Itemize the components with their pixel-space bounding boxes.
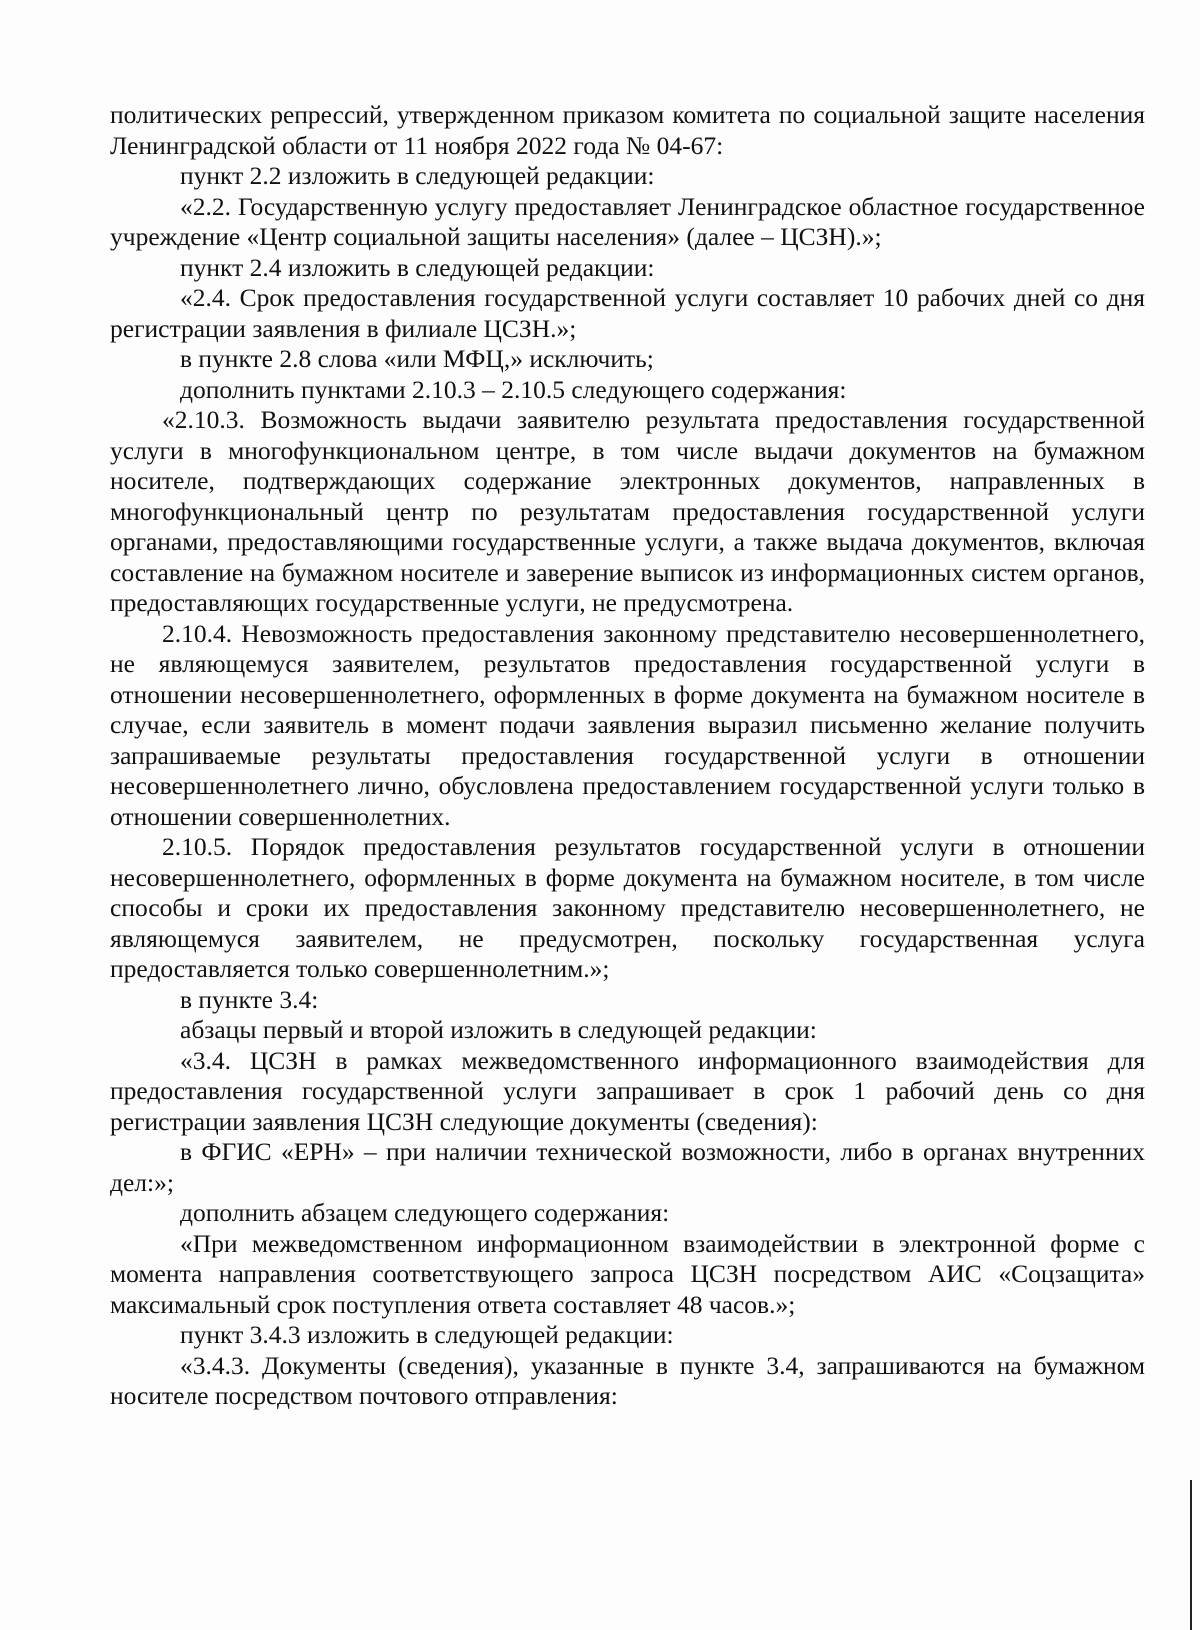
paragraph: «2.10.3. Возможность выдачи заявителю результата предоставления государственной услуги в многофункциональном центре, в том числе выдачи документов на бумажном носителе, подтверждающих содержание электронных документов, направленных в многофункциональный центр по результатам предоставления государственной услуги органами, предоставляющими государственные услуги, а также выдача документов, включая составление на бумажном носителе и заверение выписок из информационных систем органов, предоставляющих государственные услуги, не предусмотрена.	[110, 405, 1145, 617]
paragraph: пункт 2.4 изложить в следующей редакции:	[180, 252, 655, 282]
paragraph: в пункте 3.4:	[180, 984, 319, 1014]
document-body	[110, 100, 1145, 1412]
scan-edge-line	[1190, 1480, 1192, 1630]
paragraph: «3.4. ЦСЗН в рамках межведомственного информационного взаимодействия для предоставления государственной услуги запрашивает в срок 1 рабочий день со дня регистрации заявления ЦСЗН следующие документы (сведения):	[110, 1045, 1145, 1136]
paragraph: дополнить абзацем следующего содержания:	[180, 1198, 670, 1227]
paragraph: 2.10.4. Невозможность предоставления законному представителю несовершеннолетнего, не являющемуся заявителем, результатов предоставления государственной услуги в отношении несовершеннолетнего, оформленных в форме документа на бумажном носителе в случае, если заявитель в момент подачи заявления выразил письменно желание получить запрашиваемые результаты предоставления государственной услуги в отношении несовершеннолетнего лично, обусловлена предоставлением государственной услуги только в отношении совершеннолетних.	[110, 618, 1145, 831]
paragraph: «3.4.3. Документы (сведения), указанные в пункте 3.4, запрашиваются на бумажном носителе посредством почтового отправления:	[110, 1350, 1145, 1410]
paragraph: «При межведомственном информационном взаимодействии в электронной форме с момента направления соответствующего запроса ЦСЗН посредством АИС «Соцзащита» максимальный срок поступления ответа составляет 48 часов.»;	[110, 1228, 1145, 1319]
paragraph: «2.4. Срок предоставления государственной услуги составляет 10 рабочих дней со дня регистрации заявления в филиале ЦСЗН.»;	[110, 283, 1145, 343]
paragraph: пункт 3.4.3 изложить в следующей редакции:	[180, 1320, 674, 1349]
paragraph: в пункте 2.8 слова «или МФЦ,» исключить;	[180, 344, 654, 373]
paragraph: пункт 2.2 изложить в следующей редакции:	[180, 161, 655, 190]
paragraph: «2.2. Государственную услугу предоставляет Ленинградское областное государственное учреждение «Центр социальной защиты населения» (далее – ЦСЗН).»;	[110, 191, 1145, 251]
paragraph: политических репрессий, утвержденном приказом комитета по социальной защите населения Ленинградской области от 11 ноября 2022 года № 04-67:	[110, 100, 1145, 160]
paragraph: дополнить пунктами 2.10.3 – 2.10.5 следующего содержания:	[180, 374, 847, 404]
paragraph: в ФГИС «ЕРН» – при наличии технической возможности, либо в органах внутренних дел:»;	[110, 1137, 1145, 1197]
paragraph: абзацы первый и второй изложить в следующей редакции:	[180, 1015, 817, 1044]
paragraph: 2.10.5. Порядок предоставления результатов государственной услуги в отношении несовершеннолетнего, оформленных в форме документа на бумажном носителе, в том числе способы и сроки их предоставления законному представителю несовершеннолетнего, не являющемуся заявителем, не предусмотрен, поскольку государственная услуга предоставляется только совершеннолетним.»;	[110, 832, 1145, 983]
